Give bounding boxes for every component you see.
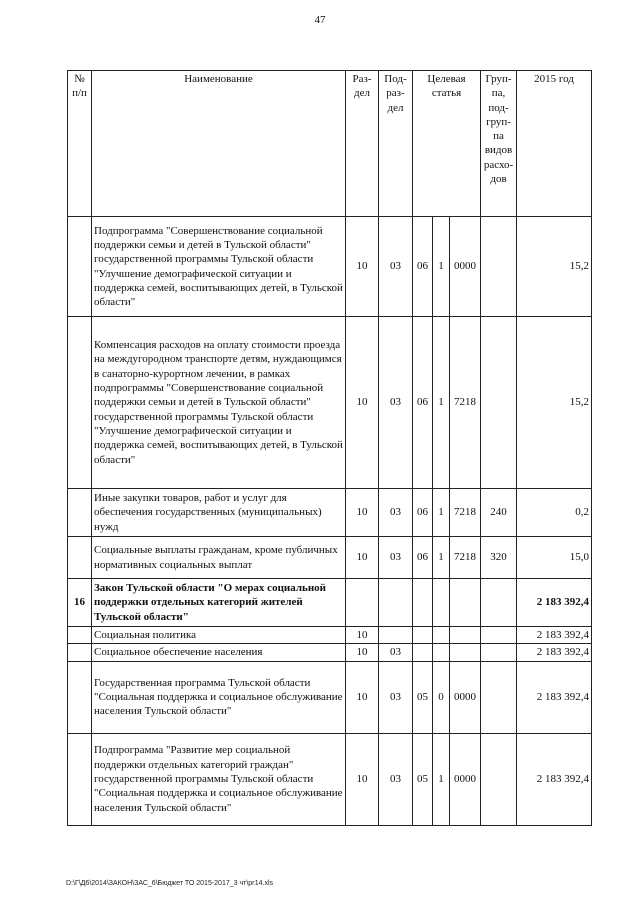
table-body (68, 217, 592, 826)
cell-name: Иные закупки товаров, работ и услуг для обеспечения государственных (муниципальных) нужд (92, 489, 346, 537)
cell-podrazdel: 03 (379, 733, 413, 825)
cell-target-program (413, 644, 433, 661)
cell-podrazdel: 03 (379, 317, 413, 489)
cell-num (68, 644, 92, 661)
cell-expense-group (481, 733, 517, 825)
cell-num (68, 627, 92, 644)
cell-amount-2015: 15,2 (517, 317, 592, 489)
header-num: № п/п (68, 71, 92, 217)
cell-num (68, 661, 92, 733)
table-row (68, 489, 592, 537)
table-header-row (68, 71, 592, 217)
cell-target-program: 06 (413, 217, 433, 317)
header-target: Целевая статья (413, 71, 481, 217)
cell-target-program: 05 (413, 661, 433, 733)
cell-name: Закон Тульской области "О мерах социальной поддержки отдельных категорий жителей Тульской области" (92, 579, 346, 627)
cell-target-code: 7218 (450, 489, 481, 537)
cell-target-subprogram: 0 (433, 661, 450, 733)
cell-target-program (413, 627, 433, 644)
cell-amount-2015: 2 183 392,4 (517, 644, 592, 661)
cell-podrazdel: 03 (379, 217, 413, 317)
cell-name: Социальные выплаты гражданам, кроме публичных нормативных социальных выплат (92, 537, 346, 579)
cell-expense-group (481, 579, 517, 627)
cell-razdel: 10 (346, 644, 379, 661)
header-group: Груп- па, под- груп- па видов расхо- дов (481, 71, 517, 217)
cell-amount-2015: 2 183 392,4 (517, 661, 592, 733)
cell-name: Социальная политика (92, 627, 346, 644)
cell-razdel: 10 (346, 627, 379, 644)
table-row (68, 733, 592, 825)
cell-num (68, 317, 92, 489)
cell-amount-2015: 2 183 392,4 (517, 579, 592, 627)
cell-name: Государственная программа Тульской области "Социальная поддержка и социальное обслуживание населения Тульской области" (92, 661, 346, 733)
cell-podrazdel: 03 (379, 661, 413, 733)
cell-podrazdel: 03 (379, 644, 413, 661)
cell-expense-group (481, 217, 517, 317)
header-razdel: Раз- дел (346, 71, 379, 217)
table-row (68, 627, 592, 644)
cell-target-subprogram: 1 (433, 733, 450, 825)
cell-expense-group (481, 627, 517, 644)
cell-target-code: 0000 (450, 733, 481, 825)
table-row (68, 217, 592, 317)
cell-target-program: 06 (413, 317, 433, 489)
cell-target-code: 7218 (450, 317, 481, 489)
cell-name: Подпрограмма "Совершенствование социальной поддержки семьи и детей в Тульской области" государственной программы Тульской области "Улучшение демографической ситуации и поддержка семей, воспитывающих детей, в Тульской области" (92, 217, 346, 317)
budget-table (67, 70, 592, 826)
cell-num (68, 733, 92, 825)
cell-num (68, 217, 92, 317)
footer-file-path: D:\Г\Д6\2014\ЗАКОН\ЗАС_6\Бюджет ТО 2015-2017_3 чт\рг14.xls (66, 880, 274, 887)
table-row (68, 579, 592, 627)
cell-target-subprogram: 1 (433, 537, 450, 579)
cell-target-code (450, 644, 481, 661)
cell-razdel: 10 (346, 661, 379, 733)
header-name: Наименование (92, 71, 346, 217)
cell-target-subprogram: 1 (433, 217, 450, 317)
cell-razdel: 10 (346, 733, 379, 825)
cell-podrazdel: 03 (379, 537, 413, 579)
cell-target-program (413, 579, 433, 627)
cell-razdel: 10 (346, 217, 379, 317)
cell-amount-2015: 15,0 (517, 537, 592, 579)
cell-target-subprogram (433, 579, 450, 627)
table-row (68, 661, 592, 733)
cell-target-program: 06 (413, 489, 433, 537)
cell-target-subprogram: 1 (433, 489, 450, 537)
cell-amount-2015: 2 183 392,4 (517, 733, 592, 825)
cell-podrazdel (379, 627, 413, 644)
cell-num: 16 (68, 579, 92, 627)
cell-razdel (346, 579, 379, 627)
cell-target-subprogram (433, 644, 450, 661)
header-year: 2015 год (517, 71, 592, 217)
cell-target-subprogram: 1 (433, 317, 450, 489)
cell-podrazdel: 03 (379, 489, 413, 537)
cell-target-code (450, 627, 481, 644)
cell-target-code: 0000 (450, 217, 481, 317)
cell-target-subprogram (433, 627, 450, 644)
table-row (68, 537, 592, 579)
cell-target-program: 06 (413, 537, 433, 579)
cell-target-code (450, 579, 481, 627)
cell-expense-group (481, 644, 517, 661)
cell-amount-2015: 2 183 392,4 (517, 627, 592, 644)
cell-num (68, 537, 92, 579)
cell-target-code: 0000 (450, 661, 481, 733)
cell-amount-2015: 15,2 (517, 217, 592, 317)
cell-expense-group: 320 (481, 537, 517, 579)
cell-num (68, 489, 92, 537)
cell-name: Подпрограмма "Развитие мер социальной поддержки отдельных категорий граждан" государственной программы Тульской области "Социальная поддержка и социальное обслуживание населения Тульской области" (92, 733, 346, 825)
cell-expense-group (481, 317, 517, 489)
cell-expense-group: 240 (481, 489, 517, 537)
cell-razdel: 10 (346, 317, 379, 489)
cell-razdel: 10 (346, 537, 379, 579)
header-podrazdel: Под- раз- дел (379, 71, 413, 217)
cell-name: Социальное обеспечение населения (92, 644, 346, 661)
cell-target-program: 05 (413, 733, 433, 825)
cell-name: Компенсация расходов на оплату стоимости проезда на междугородном транспорте детям, нуждающимся в санаторно-курортном лечении, в рамках подпрограммы "Совершенствование социальной поддержки семьи и детей в Тульской области" государственной программы Тульской области "Улучшение демографической ситуации и поддержка семей, воспитывающих детей, в Тульской области" (92, 317, 346, 489)
cell-expense-group (481, 661, 517, 733)
page-number: 47 (314, 14, 326, 26)
table-row (68, 317, 592, 489)
cell-amount-2015: 0,2 (517, 489, 592, 537)
table-row (68, 644, 592, 661)
cell-podrazdel (379, 579, 413, 627)
cell-target-code: 7218 (450, 537, 481, 579)
cell-razdel: 10 (346, 489, 379, 537)
